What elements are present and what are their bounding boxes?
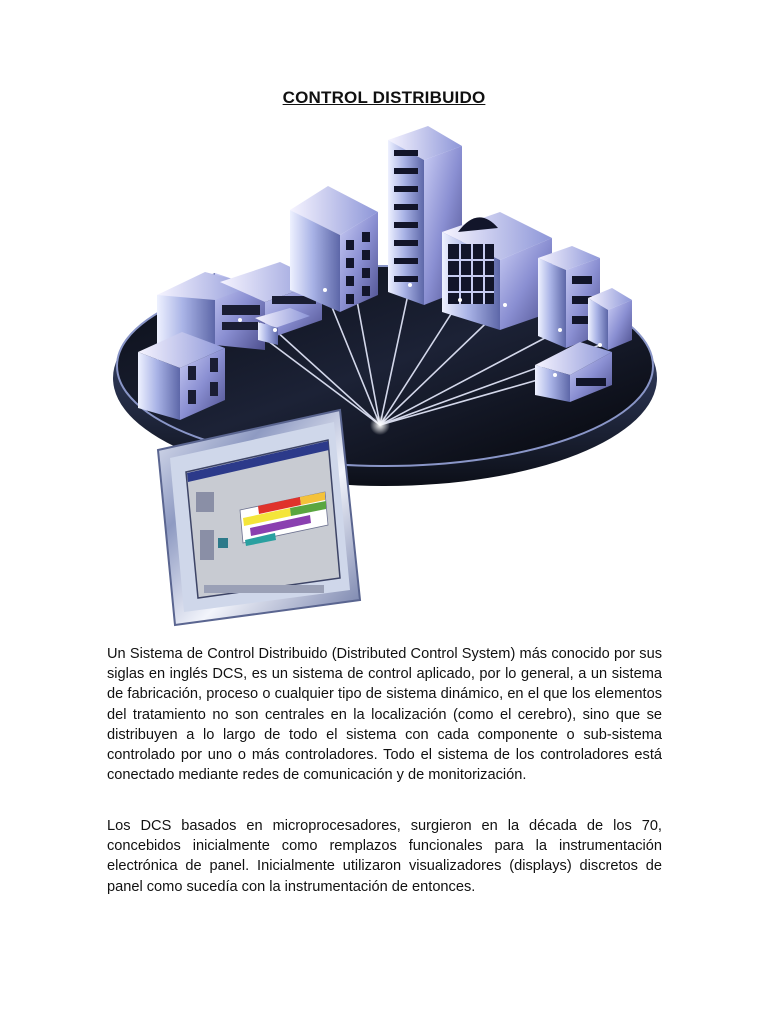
arched-building — [442, 212, 552, 330]
page-title: CONTROL DISTRIBUIDO — [282, 88, 486, 107]
right-building — [538, 246, 632, 350]
paragraph: Un Sistema de Control Distribuido (Distributed Control System) más conocido por sus siglas en inglés DCS, es un sistema de control aplicado, por lo general, a un sistema de fabricación, proceso o cualquier tipo de sistema dinámico, en el que los elementos del tratamiento no son centrales en la localización (como el cerebro), sino que se distribuyen a lo largo de todo el sistema con cada componente o sub-sistema controlado por uno o más controladores. Todo el sistema de los controladores está conectado mediante redes de comunicación y de monitorización. — [107, 646, 662, 784]
paragraph: Los DCS basados en microprocesadores, surgieron en la década de los 70, concebidos inicialmente como remplazos funcionales para la instrumentación electrónica de panel. Inicialmente utilizaron visualizadores (displays) discretos de panel como sucedía con la instrumentación de entonces. — [107, 818, 662, 895]
office-tower — [290, 186, 378, 312]
